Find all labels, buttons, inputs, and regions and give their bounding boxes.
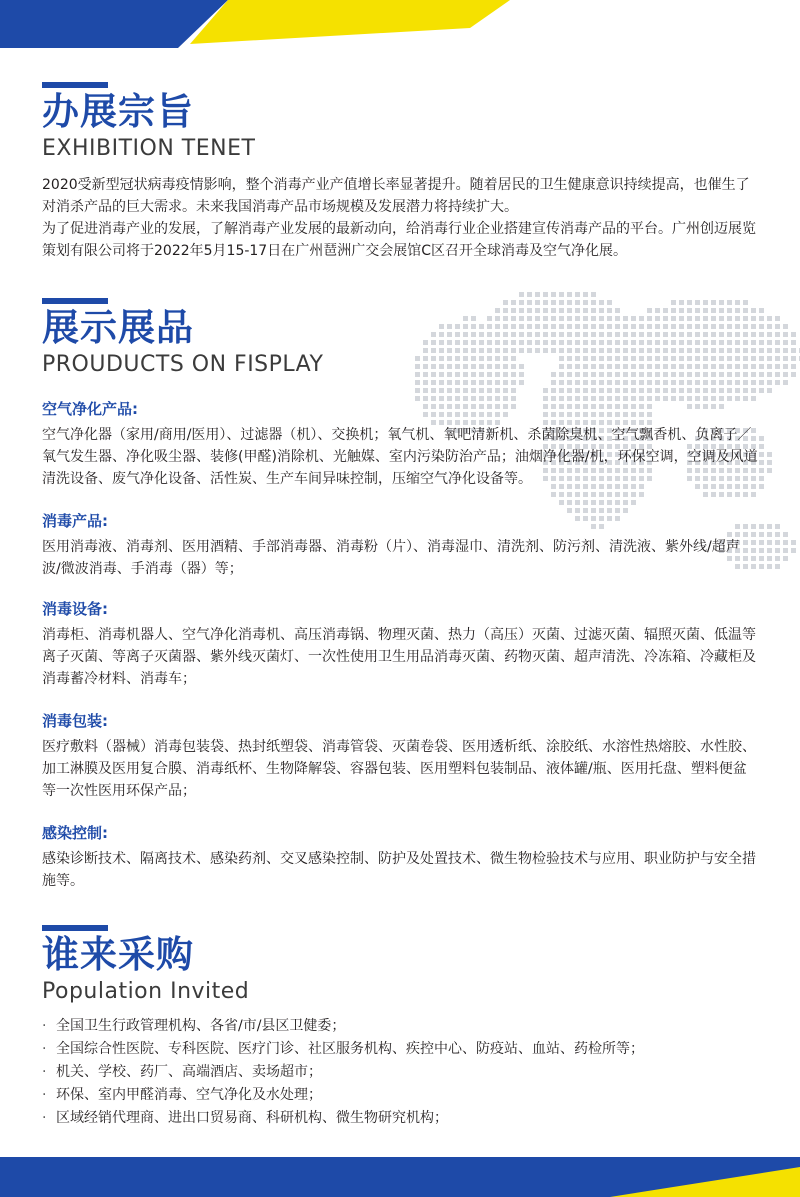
map-dot xyxy=(791,356,796,361)
visitors-section xyxy=(42,925,758,1005)
map-dot xyxy=(455,380,460,385)
map-dot xyxy=(671,388,676,393)
map-dot xyxy=(615,380,620,385)
map-dot xyxy=(591,500,596,505)
map-dot xyxy=(519,380,524,385)
map-dot xyxy=(567,388,572,393)
visitors-title-bar xyxy=(42,925,108,931)
map-dot xyxy=(767,364,772,369)
category-body: 空气净化器（家用/商用/医用）、过滤器（机）、交换机；氧气机、氧吧清新机、杀菌除臭机、空气飘香机、负离子／氧气发生器、净化吸尘器、装修(甲醛)消除机、光触媒、室内污染防治产品；油烟净化器/机，环保空调，空调及风道清洗设备、废气净化设备、活性炭、生产车间异味控制，压缩空气净化设备等。 xyxy=(42,427,758,487)
products-subtitle: PROUDUCTS ON FISPLAY xyxy=(42,352,324,377)
map-dot xyxy=(775,348,780,353)
map-dot xyxy=(591,492,596,497)
map-dot xyxy=(767,356,772,361)
map-dot xyxy=(471,380,476,385)
map-dot xyxy=(759,532,764,537)
map-dot xyxy=(695,388,700,393)
map-dot xyxy=(783,356,788,361)
map-dot xyxy=(591,380,596,385)
visitors-subtitle: Population Invited xyxy=(42,979,250,1004)
map-dot xyxy=(511,380,516,385)
map-dot xyxy=(759,556,764,561)
map-dot xyxy=(711,380,716,385)
map-dot xyxy=(607,388,612,393)
category-disinfection-packaging xyxy=(42,710,758,802)
map-dot xyxy=(767,316,772,321)
map-dot xyxy=(431,380,436,385)
map-dot xyxy=(615,500,620,505)
map-dot xyxy=(759,356,764,361)
map-dot xyxy=(743,388,748,393)
tenet-paragraph-2: 为了促进消毒产业的发展，了解消毒产业发展的最新动向，给消毒行业企业搭建宣传消毒产品的平台。广州创迈展览策划有限公司将于2022年5月15-17日在广州琶洲广交会展馆C区召开全球消毒及空气净化展。 xyxy=(42,221,756,259)
map-dot xyxy=(711,388,716,393)
map-dot xyxy=(631,380,636,385)
map-dot xyxy=(703,380,708,385)
map-dot xyxy=(647,380,652,385)
map-dot xyxy=(727,380,732,385)
map-dot xyxy=(703,492,708,497)
map-dot xyxy=(583,380,588,385)
map-dot xyxy=(783,380,788,385)
map-dot xyxy=(559,292,564,297)
map-dot xyxy=(551,380,556,385)
bullet-icon: · xyxy=(42,1018,47,1034)
map-dot xyxy=(639,388,644,393)
map-dot xyxy=(735,380,740,385)
map-dot xyxy=(775,316,780,321)
list-item-text: 机关、学校、药厂、高端酒店、卖场超市； xyxy=(56,1064,322,1080)
map-dot xyxy=(759,316,764,321)
map-dot xyxy=(791,348,796,353)
map-dot xyxy=(567,380,572,385)
map-dot xyxy=(767,556,772,561)
map-dot xyxy=(767,372,772,377)
map-dot xyxy=(463,380,468,385)
tenet-title: 办展宗旨 xyxy=(42,90,194,133)
category-body: 医疗敷料（器械）消毒包装袋、热封纸塑袋、消毒管袋、灭菌卷袋、医用透析纸、涂胶纸、水溶性热熔胶、水性胶、加工淋膜及医用复合膜、消毒纸杯、生物降解袋、容器包装、医用塑料包装制品、液体罐/瓶、医用托盘、塑料便盆等一次性医用环保产品； xyxy=(42,739,756,799)
list-item xyxy=(42,1038,758,1061)
products-section xyxy=(42,298,758,378)
map-dot xyxy=(751,388,756,393)
map-dot xyxy=(791,540,796,545)
map-dot xyxy=(639,492,644,497)
map-dot xyxy=(759,388,764,393)
map-dot xyxy=(759,372,764,377)
map-dot xyxy=(775,540,780,545)
map-dot xyxy=(519,292,524,297)
category-disinfection-equipment xyxy=(42,598,758,690)
list-item-text: 全国综合性医院、专科医院、医疗门诊、社区服务机构、疾控中心、防疫站、血站、药检所等； xyxy=(56,1041,644,1057)
category-title: 空气净化产品: xyxy=(42,400,138,418)
map-dot xyxy=(775,532,780,537)
map-dot xyxy=(775,364,780,369)
map-dot xyxy=(783,532,788,537)
map-dot xyxy=(471,388,476,393)
map-dot xyxy=(607,500,612,505)
tenet-subtitle: EXHIBITION TENET xyxy=(42,136,256,161)
bullet-icon: · xyxy=(42,1087,47,1103)
map-dot xyxy=(479,380,484,385)
map-dot xyxy=(791,364,796,369)
map-dot xyxy=(575,292,580,297)
map-dot xyxy=(615,388,620,393)
map-dot xyxy=(783,556,788,561)
list-item-text: 环保、室内甲醛消毒、空气净化及水处理； xyxy=(56,1087,322,1103)
map-dot xyxy=(783,372,788,377)
map-dot xyxy=(719,380,724,385)
map-dot xyxy=(767,452,772,457)
map-dot xyxy=(575,380,580,385)
map-dot xyxy=(775,564,780,569)
map-dot xyxy=(767,540,772,545)
map-dot xyxy=(583,500,588,505)
products-title: 展示展品 xyxy=(42,306,194,349)
top-yellow-shape xyxy=(190,0,510,44)
map-dot xyxy=(759,484,764,489)
map-dot xyxy=(551,388,556,393)
map-dot xyxy=(735,388,740,393)
category-title: 消毒包装: xyxy=(42,712,108,730)
map-dot xyxy=(591,292,596,297)
category-body: 医用消毒液、消毒剂、医用酒精、手部消毒器、消毒粉（片）、消毒湿巾、清洗剂、防污剂、清洗液、紫外线/超声波/微波消毒、手消毒（器）等； xyxy=(42,539,740,577)
map-dot xyxy=(783,540,788,545)
map-dot xyxy=(775,380,780,385)
map-dot xyxy=(751,492,756,497)
map-dot xyxy=(791,340,796,345)
list-item xyxy=(42,1015,758,1038)
category-title: 感染控制: xyxy=(42,824,108,842)
map-dot xyxy=(767,532,772,537)
category-title: 消毒设备: xyxy=(42,600,108,618)
map-dot xyxy=(671,380,676,385)
map-dot xyxy=(655,388,660,393)
map-dot xyxy=(759,468,764,473)
map-dot xyxy=(767,468,772,473)
map-dot xyxy=(599,380,604,385)
map-dot xyxy=(783,324,788,329)
map-dot xyxy=(599,388,604,393)
map-dot xyxy=(775,548,780,553)
map-dot xyxy=(759,436,764,441)
map-dot xyxy=(439,388,444,393)
map-dot xyxy=(655,380,660,385)
map-dot xyxy=(607,492,612,497)
map-dot xyxy=(735,492,740,497)
map-dot xyxy=(559,380,564,385)
map-dot xyxy=(487,388,492,393)
map-dot xyxy=(783,548,788,553)
tenet-paragraph-1: 2020受新型冠状病毒疫情影响，整个消毒产业产值增长率显著提升。随着居民的卫生健康意识持续提高，也催生了对消杀产品的巨大需求。未来我国消毒产品市场规模及发展潜力将持续扩大。 xyxy=(42,177,750,215)
map-dot xyxy=(791,372,796,377)
tenet-title-bar xyxy=(42,82,108,88)
map-dot xyxy=(567,500,572,505)
category-infection-control xyxy=(42,822,758,892)
map-dot xyxy=(783,340,788,345)
map-dot xyxy=(495,380,500,385)
list-item-text: 全国卫生行政管理机构、各省/市/县区卫健委； xyxy=(56,1018,346,1034)
map-dot xyxy=(759,364,764,369)
map-dot xyxy=(775,524,780,529)
map-dot xyxy=(591,388,596,393)
map-dot xyxy=(767,388,772,393)
map-dot xyxy=(511,388,516,393)
category-body: 感染诊断技术、隔离技术、感染药剂、交叉感染控制、防护及处置技术、微生物检验技术与应用、职业防护与安全措施等。 xyxy=(42,851,756,889)
map-dot xyxy=(775,556,780,561)
category-disinfection-products xyxy=(42,510,758,580)
map-dot xyxy=(623,388,628,393)
map-dot xyxy=(703,388,708,393)
category-air-purification xyxy=(42,398,758,490)
map-dot xyxy=(663,380,668,385)
map-dot xyxy=(719,388,724,393)
map-dot xyxy=(463,388,468,393)
map-dot xyxy=(487,380,492,385)
map-dot xyxy=(599,500,604,505)
top-decoration xyxy=(0,0,800,60)
map-dot xyxy=(767,324,772,329)
map-dot xyxy=(447,388,452,393)
map-dot xyxy=(503,380,508,385)
map-dot xyxy=(543,388,548,393)
map-dot xyxy=(711,492,716,497)
products-title-bar xyxy=(42,298,108,304)
bullet-icon: · xyxy=(42,1064,47,1080)
map-dot xyxy=(759,540,764,545)
map-dot xyxy=(447,380,452,385)
map-dot xyxy=(679,388,684,393)
map-dot xyxy=(559,388,564,393)
map-dot xyxy=(767,348,772,353)
map-dot xyxy=(631,388,636,393)
map-dot xyxy=(775,372,780,377)
map-dot xyxy=(415,380,420,385)
map-dot xyxy=(759,524,764,529)
map-dot xyxy=(679,380,684,385)
map-dot xyxy=(543,292,548,297)
map-dot xyxy=(631,492,636,497)
map-dot xyxy=(615,492,620,497)
map-dot xyxy=(551,292,556,297)
map-dot xyxy=(607,380,612,385)
map-dot xyxy=(767,564,772,569)
bullet-icon: · xyxy=(42,1041,47,1057)
map-dot xyxy=(567,492,572,497)
map-dot xyxy=(623,492,628,497)
visitors-list xyxy=(42,1015,758,1130)
map-dot xyxy=(559,500,564,505)
map-dot xyxy=(527,292,532,297)
map-dot xyxy=(479,388,484,393)
map-dot xyxy=(759,308,764,313)
map-dot xyxy=(495,388,500,393)
map-dot xyxy=(687,388,692,393)
map-dot xyxy=(791,548,796,553)
map-dot xyxy=(423,388,428,393)
map-dot xyxy=(535,292,540,297)
category-body: 消毒柜、消毒机器人、空气净化消毒机、高压消毒锅、物理灭菌、热力（高压）灭菌、过滤灭菌、辐照灭菌、低温等离子灭菌、等离子灭菌器、紫外线灭菌灯、一次性使用卫生用品消毒灭菌、药物灭菌、超声清洗、冷冻箱、冷藏柜及消毒蓄冷材料、消毒车； xyxy=(42,627,756,687)
map-dot xyxy=(623,380,628,385)
map-dot xyxy=(743,380,748,385)
list-item xyxy=(42,1084,758,1107)
bullet-icon: · xyxy=(42,1110,47,1126)
map-dot xyxy=(775,356,780,361)
map-dot xyxy=(551,492,556,497)
list-item xyxy=(42,1107,758,1130)
map-dot xyxy=(647,388,652,393)
map-dot xyxy=(503,388,508,393)
list-item-text: 区域经销代理商、进出口贸易商、科研机构、微生物研究机构； xyxy=(56,1110,448,1126)
map-dot xyxy=(759,452,764,457)
map-dot xyxy=(767,380,772,385)
map-dot xyxy=(575,388,580,393)
visitors-title: 谁来采购 xyxy=(42,933,194,976)
map-dot xyxy=(759,324,764,329)
map-dot xyxy=(791,332,796,337)
map-dot xyxy=(775,340,780,345)
map-dot xyxy=(727,388,732,393)
map-dot xyxy=(767,524,772,529)
map-dot xyxy=(415,388,420,393)
map-dot xyxy=(423,380,428,385)
map-dot xyxy=(559,492,564,497)
map-dot xyxy=(759,476,764,481)
map-dot xyxy=(775,332,780,337)
list-item xyxy=(42,1061,758,1084)
map-dot xyxy=(599,492,604,497)
map-dot xyxy=(767,548,772,553)
tenet-section xyxy=(42,82,758,262)
map-dot xyxy=(719,492,724,497)
map-dot xyxy=(639,380,644,385)
map-dot xyxy=(631,500,636,505)
map-dot xyxy=(623,500,628,505)
map-dot xyxy=(759,380,764,385)
map-dot xyxy=(575,492,580,497)
map-dot xyxy=(767,460,772,465)
map-dot xyxy=(783,364,788,369)
map-dot xyxy=(431,388,436,393)
map-dot xyxy=(583,292,588,297)
map-dot xyxy=(687,380,692,385)
map-dot xyxy=(759,444,764,449)
map-dot xyxy=(783,348,788,353)
map-dot xyxy=(583,492,588,497)
map-dot xyxy=(759,548,764,553)
map-dot xyxy=(575,500,580,505)
map-dot xyxy=(767,332,772,337)
map-dot xyxy=(759,332,764,337)
map-dot xyxy=(439,380,444,385)
map-dot xyxy=(663,388,668,393)
map-dot xyxy=(743,492,748,497)
bottom-decoration xyxy=(0,1157,800,1197)
map-dot xyxy=(767,340,772,345)
map-dot xyxy=(783,332,788,337)
map-dot xyxy=(775,324,780,329)
map-dot xyxy=(695,380,700,385)
map-dot xyxy=(727,492,732,497)
map-dot xyxy=(583,388,588,393)
map-dot xyxy=(759,348,764,353)
map-dot xyxy=(759,564,764,569)
map-dot xyxy=(567,292,572,297)
map-dot xyxy=(455,388,460,393)
map-dot xyxy=(759,340,764,345)
category-title: 消毒产品: xyxy=(42,512,108,530)
map-dot xyxy=(751,380,756,385)
map-dot xyxy=(759,460,764,465)
